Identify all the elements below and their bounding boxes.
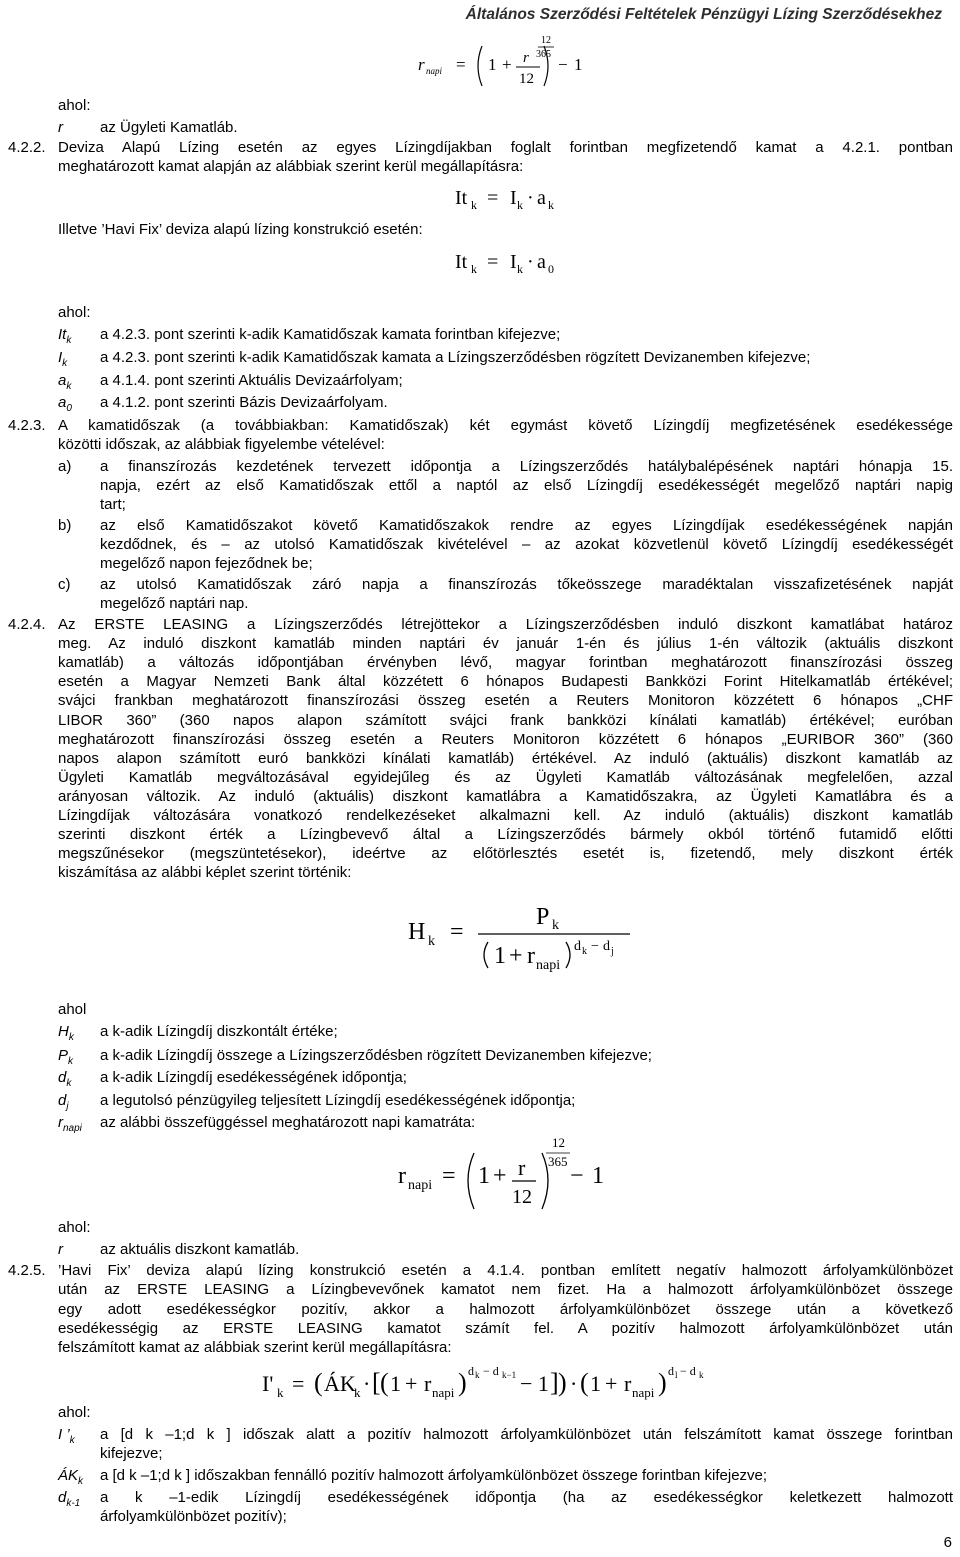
formula-num-sub: k [552, 918, 559, 933]
ahol-label: ahol: [58, 97, 91, 114]
formula-dot: · [570, 1371, 578, 1396]
formula-it: It [455, 251, 468, 273]
term-sub: 0 [66, 403, 72, 414]
formula-minus-one: 1 [592, 1163, 604, 1189]
term-main: H [58, 1023, 69, 1040]
formula-exp-num: 12 [541, 35, 551, 46]
formula-r-napi-top [418, 32, 588, 92]
paren-right [566, 942, 570, 968]
term-main: d [58, 1489, 67, 1506]
term-sub: k [68, 1056, 74, 1067]
list-line: az első Kamatidőszakot követő Kamatidőszakok rendre az egyes Lízingdíjak esedékességének napján [100, 517, 953, 534]
term [58, 1488, 80, 1513]
paragraph-line: kiszámítása az alábbi képlet szerint történik: [58, 864, 352, 882]
paragraph-line: esedékességig az ERSTE LEASING kamatot számít fel. A pozitív halmozott árfolyamkülönbözet után [58, 1319, 953, 1337]
formula-it: It [455, 187, 468, 209]
paragraph-line: kamatláb) a változás időpontjában érvényben lévő, magyar forintban meghatározott finanszírozási összeg [58, 654, 953, 672]
formula-i: I [510, 187, 517, 209]
formula-one: 1 [488, 55, 497, 74]
term [58, 1425, 75, 1450]
formula-minus: − 1 [520, 1371, 549, 1396]
formula-sub: k [471, 262, 477, 276]
ahol-term: r [58, 119, 63, 136]
formula-ik-svg [262, 1355, 722, 1407]
ahol-term: r [58, 1241, 63, 1258]
formula-plus: + [605, 1371, 618, 1396]
term-main: I [58, 349, 63, 366]
ahol-label: ahol: [58, 304, 91, 321]
paragraph-line: meghatározott kamat alapján az alábbiak szerint kerül megállapításra: [58, 158, 524, 175]
formula-lhs: r [418, 55, 425, 74]
formula-a: a [537, 187, 546, 209]
formula-sub: k [517, 198, 523, 212]
list-marker: b) [58, 517, 72, 534]
formula-exp: d [468, 1364, 474, 1378]
formula-exp: d [668, 1364, 674, 1378]
paragraph-line: meg. Az induló diszkont kamatláb minden naptári év január 1-én és július 1-én változik (aktuális diszkont [58, 635, 953, 653]
ahol-definition: az Ügyleti Kamatláb. [100, 119, 238, 136]
term [58, 393, 72, 418]
term-main: d [58, 1092, 67, 1109]
list-line: megelőző napon fejeződnek be; [100, 555, 313, 572]
formula-dot: · [363, 1371, 371, 1396]
ahol-definition: az aktuális diszkont kamatláb. [100, 1241, 300, 1258]
paren-right: ) [658, 1368, 667, 1397]
definition: a k-adik Lízingdíj összege a Lízingszerződésben rögzített Devizanemben kifejezve; [100, 1047, 652, 1064]
formula-sub: napi [432, 1385, 455, 1400]
paragraph-line: felszámított kamat az alábbiak szerint kerül megállapításra: [58, 1339, 452, 1357]
formula-r-napi-svg [398, 1133, 618, 1213]
formula-dot: · [527, 187, 534, 209]
section-number: 4.2.2. [8, 139, 46, 156]
term-sub: k [69, 1435, 75, 1446]
formula-dot: · [527, 251, 534, 273]
formula-r: r [624, 1371, 632, 1396]
formula-lhs-sub: napi [408, 1178, 433, 1193]
paren-left: ( [580, 1368, 589, 1397]
list-marker: c) [58, 576, 71, 593]
formula-i: I' [262, 1371, 274, 1396]
formula-ak: ÁK [324, 1371, 356, 1396]
formula-plus: + [405, 1371, 418, 1396]
term-sub: k [66, 1078, 72, 1089]
formula-itk-svg [455, 183, 585, 213]
list-line: napja, ezért az első Kamatidőszak ettől a naptól az első Lízingdíj esedékességét megelőző naptári napig [100, 477, 953, 494]
formula-itk-a0-svg [455, 247, 585, 279]
list-line: kezdődnek, és – az utolsó Kamatidőszak kivételével – az azokat közvetlenül követő Lízingdíj esedékességét [100, 536, 953, 553]
list-line: az utolsó Kamatidőszak záró napja a finanszírozás tőkeösszege maradéktalan visszafizetésének napját [100, 576, 953, 593]
term-main: a [58, 394, 67, 411]
formula-ik [262, 1355, 722, 1412]
term-sub: k [68, 1032, 74, 1043]
paragraph-line: szerinti diszkont érték a Lízingbevevő által a Lízingszerződés bármely okból történő futamidő előtti [58, 826, 953, 844]
formula-lhs: r [398, 1163, 406, 1189]
term [58, 1113, 82, 1138]
formula-one: 1 [478, 1163, 490, 1189]
formula-num: P [536, 904, 550, 930]
formula-lhs-sub: k [428, 934, 435, 949]
term-sub: k-1 [66, 1498, 81, 1509]
term-sub: k [66, 335, 72, 346]
term-sub: k [66, 381, 72, 392]
formula-minus-one: 1 [574, 55, 583, 74]
paragraph-line: Az ERSTE LEASING a Lízingszerződés létrejöttekor a Lízingszerződésben induló diszkont kamatlábat határoz [58, 616, 953, 633]
paragraph-line: Deviza Alapú Lízing esetén az egyes Lízingdíjakban foglalt forintban megfizetendő kamat a 4.2.1. pontban [58, 139, 953, 156]
formula-r: r [424, 1371, 432, 1396]
paragraph-line: svájci frankban meghatározott finanszírozási összeg esetén a Reuters Monitoron közzétett 6 hónapos „CHF [58, 692, 953, 710]
formula-den: 12 [512, 1186, 532, 1208]
term-main: r [58, 1114, 63, 1131]
paragraph-line: megszűnésekor (megszüntetésekor), ideértve az előtörlesztés esetét is, fizetendő, mely diszkont érték [58, 845, 953, 863]
paragraph-line: után az ERSTE LEASING a Lízingbevevőnek kamatot nem fizet. Ha a halmozott árfolyamkülönbözet összege [58, 1281, 953, 1299]
list-line: tart; [100, 496, 126, 513]
formula-exp: − d [483, 1364, 499, 1378]
formula-minus: − [558, 55, 568, 74]
formula-exp-den: 365 [548, 1154, 568, 1169]
formula-plus: + [502, 55, 512, 74]
term-sub: k [62, 358, 68, 369]
formula-exp-sub: l [675, 1370, 678, 1380]
formula-hk [408, 900, 638, 980]
formula-exp-sub: k−1 [502, 1370, 517, 1380]
paren-left [478, 46, 482, 86]
term-sub: k [78, 1476, 84, 1487]
formula-itk-a0 [455, 247, 585, 284]
term-main: I ’ [58, 1426, 70, 1443]
paragraph-line: arányosan változik. Az induló (aktuális) diszkont kamatlábra a Kamatidőszakra, az Ügyleti Kamatlábra és a [58, 787, 953, 805]
formula-i: I [510, 251, 517, 273]
formula-sub: k [277, 1385, 284, 1400]
term-sub: j [66, 1101, 69, 1112]
formula-minus: − [570, 1163, 584, 1189]
section-number: 4.2.4. [8, 616, 46, 633]
paren-left: ( [314, 1368, 323, 1397]
paren-left: ( [380, 1368, 389, 1397]
paragraph-line: esetén a Magyar Nemzeti Bank által közzétett 6 hónapos Budapesti Bankközi Forint Hitelkamatláb értékével; [58, 673, 953, 691]
formula-sub: 0 [548, 262, 554, 276]
definition: a 4.1.2. pont szerinti Bázis Devizaárfolyam. [100, 394, 388, 411]
paragraph-line: Illetve ’Havi Fix’ deviza alapú lízing konstrukció esetén: [58, 221, 423, 238]
definition: árfolyamkülönbözet pozitív); [100, 1508, 287, 1525]
formula-equals: = [456, 55, 466, 74]
section-number: 4.2.3. [8, 417, 46, 434]
definition: a k-adik Lízingdíj diszkontált értéke; [100, 1023, 338, 1040]
term-main: ÁK [58, 1467, 79, 1484]
page-number: 6 [943, 1534, 952, 1551]
formula-equals: = [442, 1163, 456, 1189]
ahol-label: ahol [58, 1001, 87, 1018]
term-main: a [58, 372, 67, 389]
definition: a 4.2.3. pont szerinti k-adik Kamatidőszak kamata a Lízingszerződésben rögzített Devizanemben kifejezve; [100, 349, 811, 366]
definition: a 4.1.4. pont szerinti Aktuális Devizaárfolyam; [100, 372, 403, 389]
formula-exp-num: 12 [552, 1135, 565, 1150]
paren-left [468, 1153, 474, 1209]
formula-r-napi-top-svg [418, 32, 588, 92]
formula-hk-svg [408, 900, 638, 975]
formula-exp-sub: k [699, 1370, 704, 1380]
definition: a k-adik Lízingdíj esedékességének időpontja; [100, 1069, 407, 1086]
formula-one: 1 [390, 1371, 401, 1396]
paragraph-line: napos alapon számított euró bankközi kínálati kamatláb) értékével. Az induló (aktuális) diszkont kamatláb az [58, 749, 953, 767]
list-marker: a) [58, 458, 72, 475]
paren-left [484, 942, 488, 968]
formula-exp: − d [680, 1364, 696, 1378]
formula-sub: k [517, 262, 523, 276]
definition: a [d k –1;d k ] időszak alatt a pozitív halmozott árfolyamkülönbözet után felszámított kamat összege forintban [100, 1426, 953, 1443]
section-number: 4.2.5. [8, 1262, 46, 1279]
formula-r-napi [398, 1133, 618, 1218]
paragraph-line: Lízingdíjak változására vonatkozó rendelkezéseket alkalmazni kell. Az induló (aktuális) diszkont kamatláb [58, 807, 953, 824]
bracket-left: [ [372, 1368, 381, 1397]
formula-plus: + [493, 1163, 507, 1189]
definition: a legutolsó pénzügyileg teljesített Lízingdíj esedékességének időpontja; [100, 1092, 576, 1109]
formula-equals: = [292, 1371, 305, 1396]
term [58, 1022, 74, 1047]
list-line: a finanszírozás kezdetének tervezett időpontja a Lízingszerződés hatálybalépésének naptári hónapja 15. [100, 458, 953, 475]
term-sub: napi [63, 1123, 82, 1134]
term-main: P [58, 1047, 69, 1064]
term [58, 325, 71, 350]
definition: a 4.2.3. pont szerinti k-adik Kamatidőszak kamata forintban kifejezve; [100, 326, 561, 343]
formula-exp-sub: j [611, 946, 614, 957]
formula-r-sub: napi [536, 958, 561, 973]
paren-right: ) [458, 1368, 467, 1397]
term [58, 1068, 71, 1093]
definition: kifejezve; [100, 1445, 163, 1462]
paragraph-line: meghatározott finanszírozási összeg esetén a Reuters Monitoron közzétett 6 hónapos „EURIBOR 360” (360 [58, 730, 953, 748]
formula-exp: d [574, 939, 581, 954]
term-main: d [58, 1069, 67, 1086]
definition: az alábbi összefüggéssel meghatározott napi kamatráta: [100, 1114, 476, 1131]
paragraph-line: Ügyleti Kamatláb megváltozásával egyidejűleg és az Ügyleti Kamatláb változásának megfelelően, azzal [58, 768, 953, 786]
formula-plus: + [509, 943, 523, 969]
definition: a [d k –1;d k ] időszakban fennálló pozitív halmozott árfolyamkülönbözet összege forintban kifejezve; [100, 1467, 768, 1484]
formula-one: 1 [494, 943, 506, 969]
formula-itk [455, 183, 585, 218]
formula-r: r [523, 50, 529, 66]
formula-exp-sub: k [475, 1370, 480, 1380]
paragraph-line: egy adott esedékességkor pozitív, akkor a halmozott árfolyamkülönbözet összege után a következő [58, 1300, 953, 1318]
running-header: Általános Szerződési Feltételek Pénzügyi Lízing Szerződésekhez [465, 6, 942, 23]
ahol-label: ahol: [58, 1404, 91, 1421]
term [58, 348, 67, 373]
formula-sub: k [354, 1385, 361, 1400]
formula-lhs-sub: napi [426, 66, 443, 76]
bracket-right: ] [550, 1368, 559, 1397]
paragraph-line: A kamatidőszak (a továbbiakban: Kamatidőszak) két egymást követő Lízingdíj megfizetésének esedékessége [58, 417, 953, 434]
paragraph-line: közötti időszak, az alábbiak figyelembe vételével: [58, 436, 385, 453]
formula-equals: = [487, 187, 499, 209]
formula-r: r [518, 1155, 526, 1180]
formula-one: 1 [590, 1371, 601, 1396]
formula-a: a [537, 251, 546, 273]
formula-sub: napi [632, 1385, 655, 1400]
formula-equals: = [487, 251, 499, 273]
definition: a k –1-edik Lízingdíj esedékességének időpontja (ha az esedékességkor keletkezett halmozott [100, 1489, 953, 1506]
formula-exp-den: 365 [536, 49, 551, 60]
formula-lhs: H [408, 919, 426, 945]
formula-den: 12 [519, 71, 534, 87]
paragraph-line: LIBOR 360” (360 napos alapon számított svájci frank bankközi kínálati kamatláb) értékével; euróban [58, 711, 953, 729]
formula-sub: k [471, 198, 477, 212]
formula-exp-minus: − [591, 939, 599, 954]
paren-right: ) [558, 1368, 567, 1397]
formula-equals: = [450, 919, 464, 945]
formula-exp-sub: k [582, 946, 587, 957]
paragraph-line: ’Havi Fix’ deviza alapú lízing konstrukció esetén a 4.1.4. pontban említett negatív halmozott árfolyamkülönbözet [58, 1262, 953, 1279]
formula-exp: d [603, 939, 610, 954]
term-main: It [58, 326, 67, 343]
ahol-label: ahol: [58, 1219, 91, 1236]
list-line: megelőző naptári nap. [100, 595, 249, 612]
formula-r: r [527, 943, 535, 969]
formula-sub: k [548, 198, 554, 212]
